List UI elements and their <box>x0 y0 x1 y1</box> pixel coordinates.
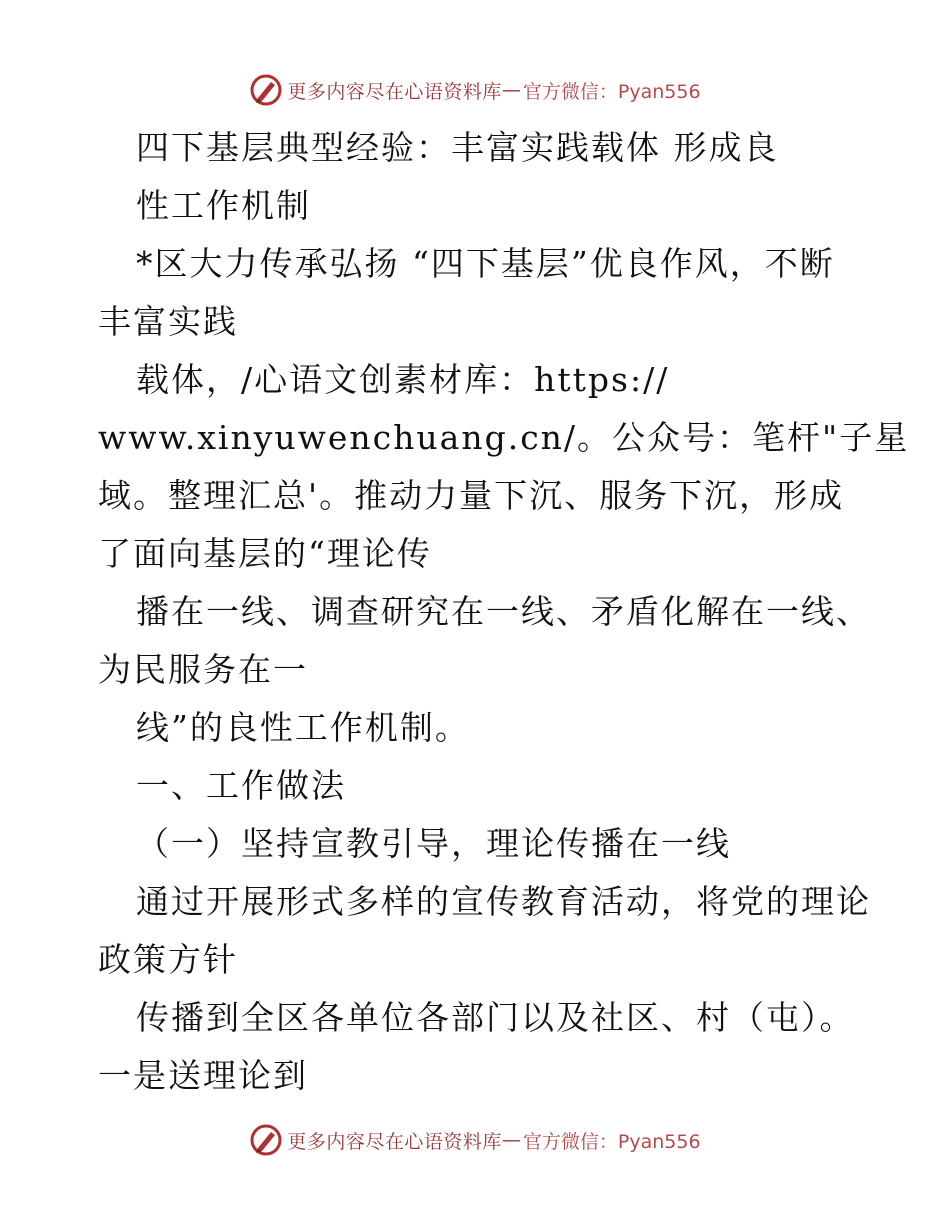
paragraph-line: 一是送理论到 <box>98 1056 308 1095</box>
paragraph-line: 通过开展形式多样的宣传教育活动，将党的理论 <box>136 882 871 921</box>
watermark-separator: — <box>501 1129 521 1151</box>
paragraph-line: www.xinyuwenchuang.cn/。公众号：笔杆"子星 <box>98 418 910 457</box>
watermark-separator: — <box>501 79 521 101</box>
section-heading: 一、工作做法 <box>136 766 346 805</box>
paragraph-line: 传播到全区各单位各部门以及社区、村（屯）。 <box>136 998 855 1037</box>
paragraph-line: 线”的良性工作机制。 <box>136 708 470 747</box>
paragraph-line: *区大力传承弘扬 “四下基层”优良作风，不断 <box>136 244 835 283</box>
subsection-heading: （一）坚持宣教引导，理论传播在一线 <box>136 824 731 863</box>
watermark-text: 更多内容尽在心语资料库 <box>287 80 502 103</box>
watermark-text: 更多内容尽在心语资料库 <box>287 1130 502 1153</box>
watermark-wechat: 官方微信：Pyan556 <box>522 1130 701 1153</box>
footer-watermark <box>0 1120 950 1160</box>
pen-logo-icon <box>249 1123 283 1157</box>
paragraph-line: 了面向基层的“理论传 <box>98 534 432 573</box>
paragraph-line: 为民服务在一 <box>98 650 308 689</box>
paragraph-line: 政策方针 <box>98 940 238 979</box>
paragraph-line: 播在一线、调查研究在一线、矛盾化解在一线、 <box>136 592 871 631</box>
watermark-wechat: 官方微信：Pyan556 <box>522 80 701 103</box>
title-line-1: 四下基层典型经验：丰富实践载体 形成良 <box>136 128 779 167</box>
paragraph-line: 载体，/心语文创素材库：https:// <box>136 360 670 399</box>
title-line-2: 性工作机制 <box>136 186 311 225</box>
paragraph-line: 丰富实践 <box>98 302 238 341</box>
paragraph-line: 域。整理汇总'。推动力量下沉、服务下沉，形成 <box>98 476 845 515</box>
